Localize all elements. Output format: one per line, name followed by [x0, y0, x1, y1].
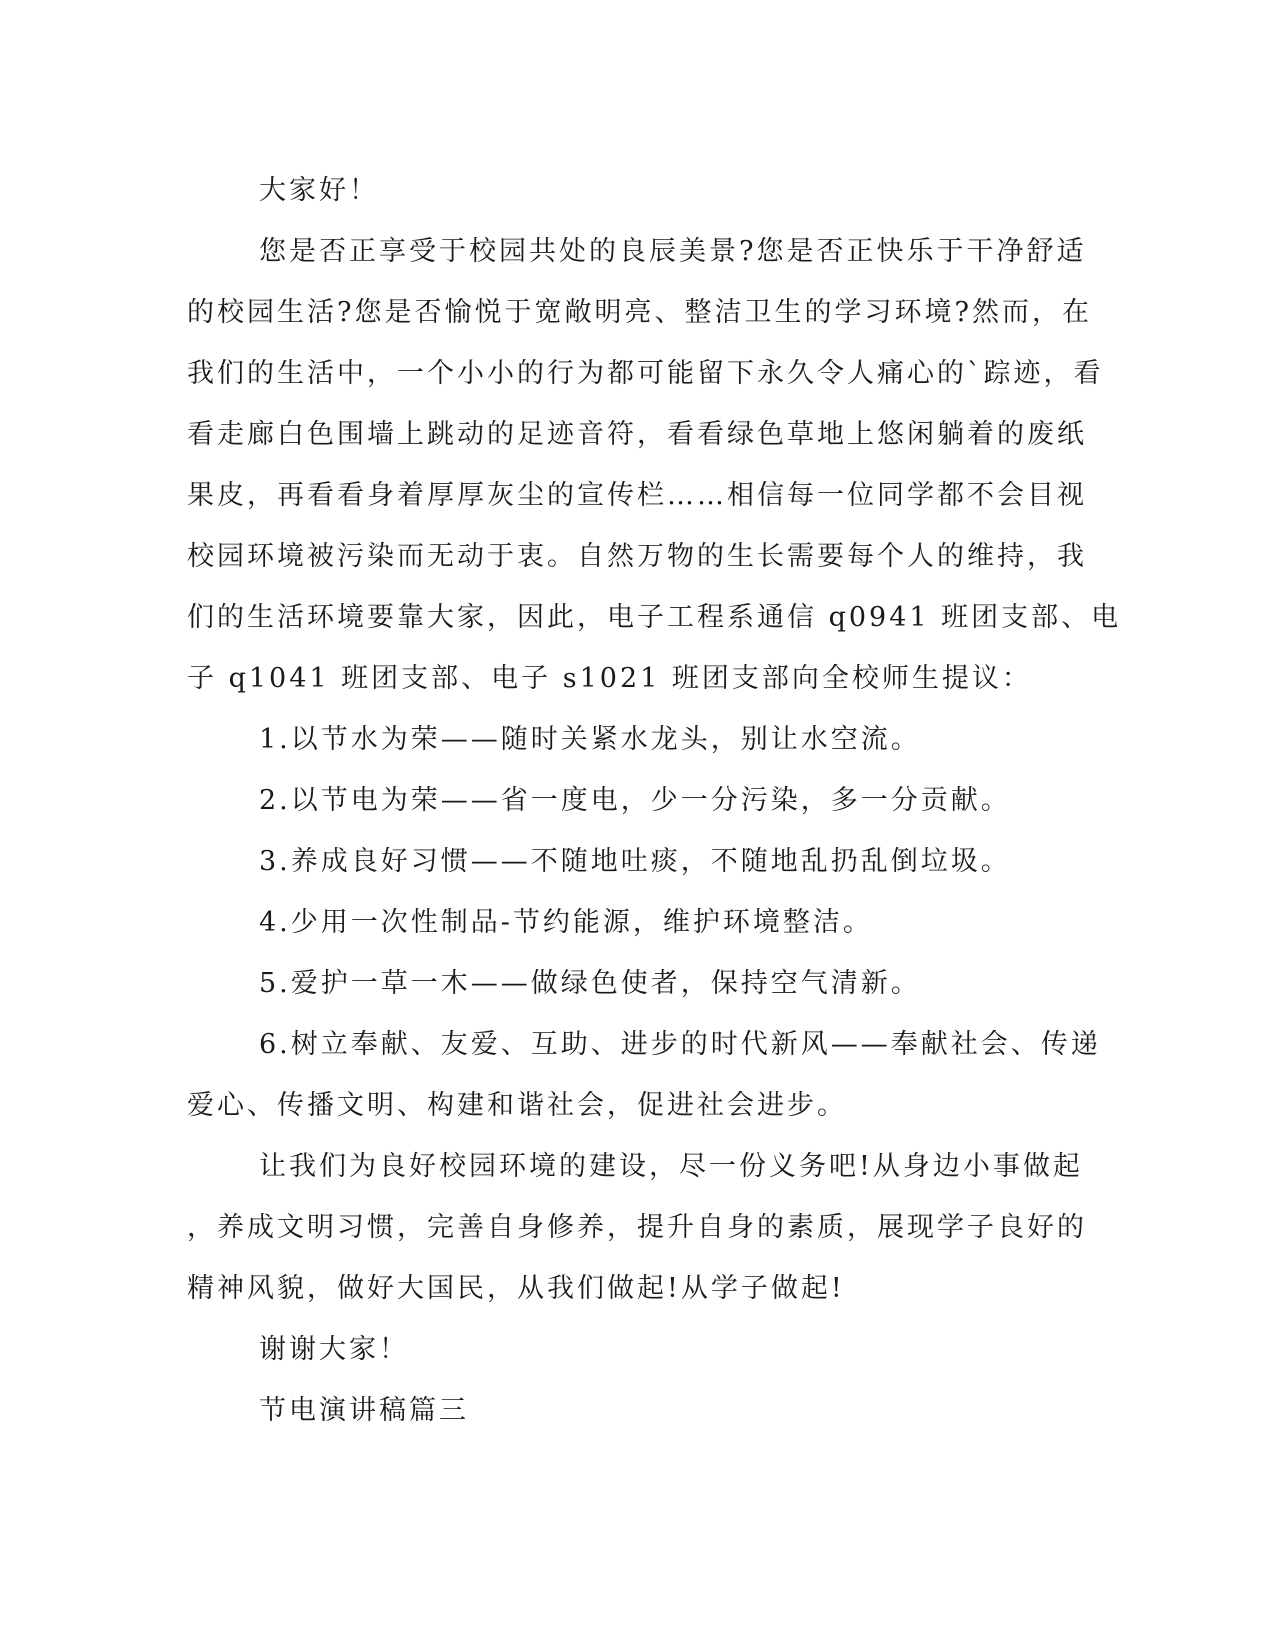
proposal-item-6-line: 爱心、传播文明、构建和谐社会，促进社会进步。 — [187, 1090, 847, 1121]
thanks: 谢谢大家！ — [259, 1334, 409, 1365]
closing-line: 让我们为良好校园环境的建设，尽一份义务吧!从身边小事做起 — [259, 1151, 1083, 1182]
next-section-paragraph — [187, 1380, 1059, 1441]
next-section-title: 节电演讲稿篇三 — [259, 1395, 469, 1426]
thanks-paragraph — [187, 1319, 1059, 1380]
list-item — [187, 953, 1059, 1014]
list-item-continued — [187, 1075, 1059, 1136]
proposal-item-4: 4.少用一次性制品-节约能源，维护环境整洁。 — [259, 907, 873, 938]
speech-body — [187, 160, 1122, 1441]
closing-line: ，养成文明习惯，完善自身修养，提升自身的素质，展现学子良好的 — [187, 1212, 1087, 1243]
intro-paragraph-continued — [187, 282, 1122, 709]
proposal-item-1: 1.以节水为荣——随时关紧水龙头，别让水空流。 — [259, 724, 921, 755]
intro-line: 您是否正享受于校园共处的良辰美景?您是否正快乐于干净舒适 — [259, 236, 1087, 267]
intro-line: 们的生活环境要靠大家，因此，电子工程系通信 q0941 班团支部、电 — [187, 602, 1122, 633]
closing-line: 精神风貌，做好大国民，从我们做起!从学子做起! — [187, 1273, 845, 1304]
intro-line: 的校园生活?您是否愉悦于宽敞明亮、整洁卫生的学习环境?然而，在 — [187, 297, 1092, 328]
list-item — [187, 831, 1059, 892]
list-item — [187, 892, 1059, 953]
intro-line: 看走廊白色围墙上跳动的足迹音符，看看绿色草地上悠闲躺着的废纸 — [187, 419, 1087, 450]
intro-line: 我们的生活中，一个小小的行为都可能留下永久令人痛心的`踪迹，看 — [187, 358, 1104, 389]
list-item — [187, 1014, 1101, 1075]
intro-line: 果皮，再看看身着厚厚灰尘的宣传栏……相信每一位同学都不会目视 — [187, 480, 1087, 511]
greeting: 大家好！ — [259, 175, 379, 206]
intro-line: 校园环境被污染而无动于衷。自然万物的生长需要每个人的维持，我 — [187, 541, 1087, 572]
proposal-item-3: 3.养成良好习惯——不随地吐痰，不随地乱扔乱倒垃圾。 — [259, 846, 1011, 877]
list-item — [187, 770, 1059, 831]
intro-paragraph — [187, 221, 1087, 282]
intro-line: 子 q1041 班团支部、电子 s1021 班团支部向全校师生提议： — [187, 663, 1032, 694]
proposal-item-2: 2.以节电为荣——省一度电，少一分污染，多一分贡献。 — [259, 785, 1011, 816]
proposal-item-5: 5.爱护一草一木——做绿色使者，保持空气清新。 — [259, 968, 921, 999]
greeting-paragraph — [187, 160, 1059, 221]
proposal-item-6-line: 6.树立奉献、友爱、互助、进步的时代新风——奉献社会、传递 — [259, 1029, 1101, 1060]
closing-paragraph — [187, 1136, 1083, 1197]
list-item — [187, 709, 1059, 770]
closing-paragraph-continued — [187, 1197, 1087, 1319]
